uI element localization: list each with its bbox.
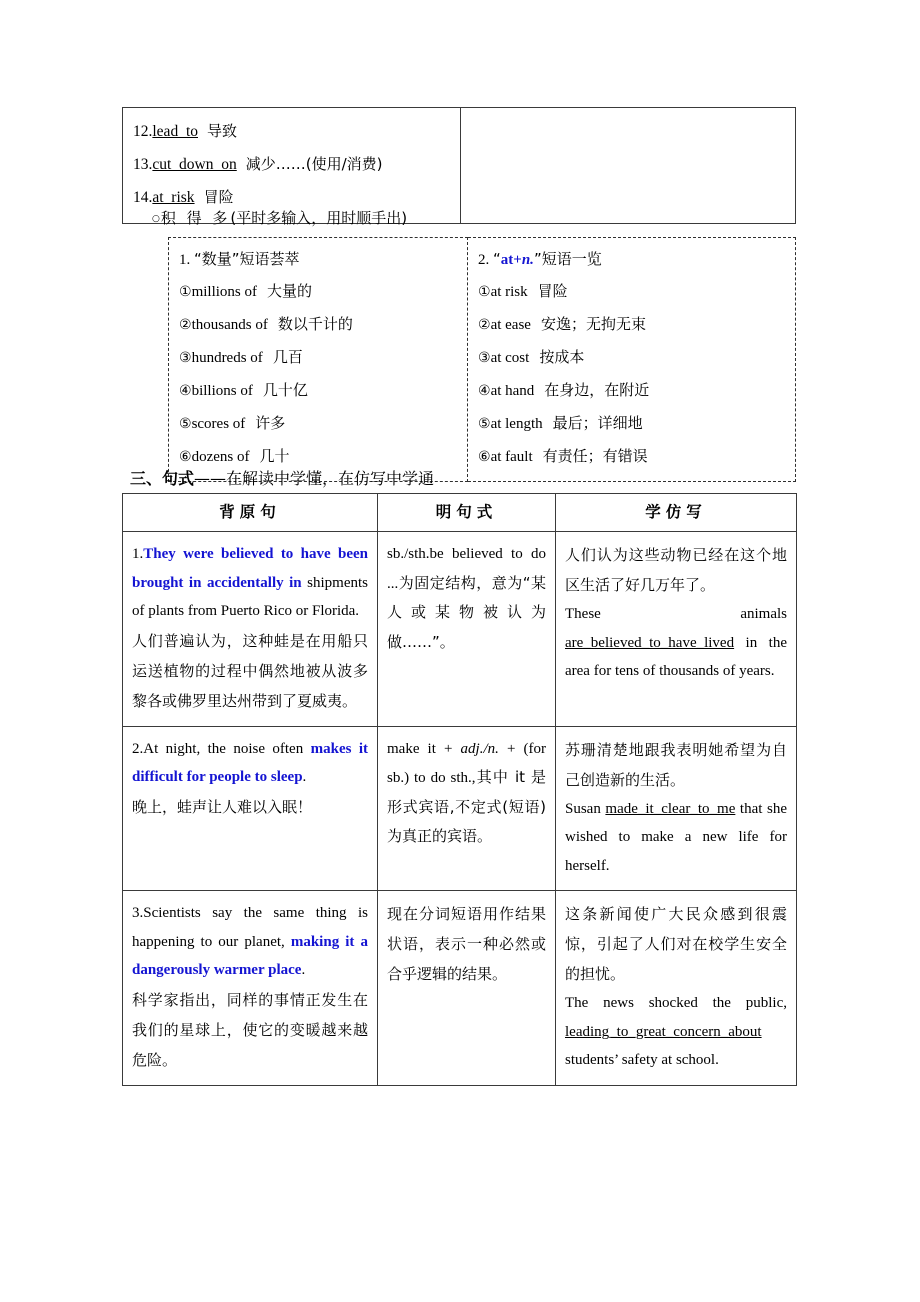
at-phrase-box bbox=[468, 237, 796, 482]
column-header-pattern: 明句式 bbox=[378, 494, 556, 532]
phrase-summary-boxes bbox=[168, 237, 796, 482]
original-sentence-3 bbox=[132, 899, 368, 985]
imitation-answer-3 bbox=[565, 989, 787, 1075]
section-heading-tail: 在解读中学懂，在仿写中学通 bbox=[226, 469, 435, 488]
imitation-prompt-1: 人们认为这些动物已经在这个地区生活了好几万年了。 bbox=[565, 546, 787, 594]
item-chinese: 几十 bbox=[259, 447, 290, 465]
column-header-original: 背原句 bbox=[123, 494, 378, 532]
answer-pre: The news shocked the public, bbox=[565, 995, 787, 1011]
cell-pattern-1 bbox=[378, 532, 556, 727]
quote-close: ” bbox=[533, 250, 542, 268]
pattern-plus-2: + bbox=[506, 740, 516, 757]
answer-key: leading_to_great_concern_about bbox=[565, 1023, 762, 1040]
sentence-index: 2. bbox=[132, 740, 144, 757]
list-item bbox=[179, 341, 459, 374]
pattern-formula-2 bbox=[387, 735, 546, 852]
highlighted-clause: making it a dangerously warmer place bbox=[132, 933, 368, 978]
sentence-post: . bbox=[302, 769, 307, 785]
pattern-tail: (for sb.) to do sth., bbox=[387, 740, 546, 786]
item-number: ⑤ bbox=[179, 416, 192, 432]
cell-pattern-2 bbox=[378, 726, 556, 891]
sentence-pre: At night, the noise often bbox=[143, 740, 311, 757]
item-english: dozens of bbox=[191, 449, 250, 465]
item-number: ⑥ bbox=[179, 449, 192, 465]
imitation-answer-1 bbox=[565, 600, 787, 686]
item-number: ⑤ bbox=[478, 416, 491, 432]
highlighted-clause: makes it difficult for people to sleep bbox=[132, 740, 368, 785]
imitation-answer-2 bbox=[565, 795, 787, 881]
ring-bullet-icon: ○ bbox=[152, 214, 160, 224]
accumulate-heading-label: 积 得 多 bbox=[160, 209, 231, 227]
original-translation-2: 晚上，蛙声让人难以入眠！ bbox=[132, 797, 313, 816]
table-row bbox=[133, 148, 450, 181]
item-english: thousands of bbox=[191, 317, 268, 333]
highlighted-clause: They were believed to have been brought in accidentally in bbox=[132, 546, 368, 591]
list-item bbox=[179, 275, 459, 308]
pattern-formula-1 bbox=[387, 540, 546, 657]
phrase-chinese: 冒险 bbox=[203, 188, 234, 206]
sentence-pre: Scientists say the same thing is happening to our planet, bbox=[132, 905, 368, 950]
pattern-plus-1: + bbox=[443, 740, 453, 757]
table-row bbox=[123, 532, 797, 727]
quantity-phrase-box bbox=[168, 237, 468, 482]
answer-post: that she wished to make a new life for herself. bbox=[565, 800, 787, 874]
imitation-prompt-3: 这条新闻使广大民众感到很震惊，引起了人们对在校学生安全的担忧。 bbox=[565, 905, 787, 983]
item-english: at length bbox=[490, 416, 543, 432]
item-english: billions of bbox=[191, 383, 253, 399]
list-item bbox=[478, 407, 787, 440]
cell-imitation-1 bbox=[556, 532, 797, 727]
cell-pattern-3 bbox=[378, 891, 556, 1086]
cell-imitation-2 bbox=[556, 726, 797, 891]
item-chinese: 最后；详细地 bbox=[552, 414, 643, 432]
item-english: at fault bbox=[490, 449, 533, 465]
answer-post: students’ safety at school. bbox=[565, 1052, 719, 1068]
item-english: millions of bbox=[191, 284, 257, 300]
phrase-english: cut_down_on bbox=[152, 156, 237, 173]
list-item bbox=[179, 407, 459, 440]
item-number: ③ bbox=[478, 350, 491, 366]
sentence-rest: shipments of plants from Puerto Rico or Florida. bbox=[132, 574, 368, 619]
box-title-text: 短语一览 bbox=[541, 250, 602, 268]
phrase-table-right-column bbox=[461, 108, 795, 223]
cell-original-1 bbox=[123, 532, 378, 727]
cell-imitation-3 bbox=[556, 891, 797, 1086]
table-row bbox=[123, 891, 797, 1086]
cell-original-3 bbox=[123, 891, 378, 1086]
item-chinese: 许多 bbox=[255, 414, 286, 432]
table-header-row bbox=[123, 494, 797, 532]
accent-at: at bbox=[500, 252, 514, 268]
phrase-chinese: 减少……(使用/消费) bbox=[245, 155, 383, 173]
item-chinese: 几百 bbox=[272, 348, 303, 366]
answer-pre: These animals bbox=[565, 606, 787, 622]
list-item bbox=[478, 374, 787, 407]
item-english: scores of bbox=[191, 416, 246, 432]
section-heading-dash: —— bbox=[194, 469, 227, 488]
item-chinese: 有责任；有错误 bbox=[542, 447, 648, 465]
item-number: ② bbox=[179, 317, 192, 333]
phrase-index: 12. bbox=[133, 123, 153, 140]
item-english: at hand bbox=[490, 383, 535, 399]
sentence-index: 3. bbox=[132, 905, 144, 921]
list-item bbox=[179, 374, 459, 407]
item-english: at ease bbox=[490, 317, 531, 333]
item-chinese: 大量的 bbox=[266, 282, 312, 300]
section-heading bbox=[130, 466, 434, 489]
original-translation-1: 人们普遍认为，这种蛙是在用船只运送植物的过程中偶然地被从波多黎各或佛罗里达州带到了夏威夷。 bbox=[132, 631, 368, 710]
box-title-prefix: 2. bbox=[478, 252, 493, 268]
phrase-table-left-column bbox=[123, 108, 461, 223]
accent-noun: n. bbox=[521, 252, 534, 268]
pattern-explanation: 其中 it 是形式宾语,不定式(短语)为真正的宾语。 bbox=[387, 768, 546, 845]
original-sentence-1 bbox=[132, 540, 368, 626]
item-english: at risk bbox=[490, 284, 528, 300]
item-number: ③ bbox=[179, 350, 192, 366]
item-chinese: 几十亿 bbox=[262, 381, 308, 399]
phrase-chinese: 导致 bbox=[207, 122, 238, 140]
box-title-text: “数量”短语荟萃 bbox=[194, 250, 300, 268]
item-english: at cost bbox=[490, 350, 530, 366]
quote-open: “ bbox=[493, 250, 501, 268]
item-english: hundreds of bbox=[191, 350, 263, 366]
original-sentence-2 bbox=[132, 735, 368, 792]
item-chinese: 冒险 bbox=[537, 282, 568, 300]
item-number: ① bbox=[179, 284, 192, 300]
list-item bbox=[478, 341, 787, 374]
table-row bbox=[133, 115, 450, 148]
item-number: ⑥ bbox=[478, 449, 491, 465]
pattern-structure: sb./sth.be believed to do ... bbox=[387, 546, 546, 592]
item-chinese: 安逸；无拘无束 bbox=[540, 315, 646, 333]
accumulate-heading bbox=[152, 207, 407, 228]
phrase-index: 14. bbox=[133, 189, 153, 206]
list-item bbox=[179, 308, 459, 341]
accent-plus: + bbox=[513, 252, 522, 268]
phrase-english: at_risk bbox=[152, 189, 195, 206]
sentence-index: 1. bbox=[132, 546, 144, 562]
answer-post: in the area for tens of thousands of years. bbox=[565, 634, 787, 679]
section-heading-main: 三、句式 bbox=[130, 469, 195, 488]
cell-original-2 bbox=[123, 726, 378, 891]
item-number: ① bbox=[478, 284, 491, 300]
box-title-prefix: 1. bbox=[179, 252, 194, 268]
item-number: ④ bbox=[179, 383, 192, 399]
phrase-english: lead_to bbox=[152, 123, 198, 140]
box-title bbox=[179, 244, 459, 275]
phrase-index: 13. bbox=[133, 156, 153, 173]
sentence-pattern-table bbox=[122, 493, 797, 1086]
pattern-explanation-3: 现在分词短语用作结果状语，表示一种必然或合乎逻辑的结果。 bbox=[387, 905, 546, 983]
table-row bbox=[123, 726, 797, 891]
pattern-make: make it bbox=[387, 740, 436, 757]
item-number: ④ bbox=[478, 383, 491, 399]
item-chinese: 数以千计的 bbox=[277, 315, 353, 333]
pattern-adj-n: adj./n. bbox=[460, 740, 499, 757]
list-item bbox=[478, 275, 787, 308]
list-item bbox=[478, 440, 787, 473]
answer-key: are_believed_to_have_lived bbox=[565, 634, 735, 651]
list-item bbox=[478, 308, 787, 341]
item-number: ② bbox=[478, 317, 491, 333]
item-chinese: 按成本 bbox=[539, 348, 585, 366]
column-header-imitation: 学仿写 bbox=[556, 494, 797, 532]
item-chinese: 在身边，在附近 bbox=[544, 381, 650, 399]
pattern-explanation: 为固定结构，意为“某人或某物被认为做……”。 bbox=[387, 573, 546, 651]
imitation-prompt-2: 苏珊清楚地跟我表明她希望为自己创造新的生活。 bbox=[565, 740, 787, 789]
answer-key: made_it_clear_to_me bbox=[605, 800, 736, 817]
answer-pre: Susan bbox=[565, 800, 606, 817]
original-translation-3: 科学家指出，同样的事情正发生在我们的星球上，使它的变暖越来越危险。 bbox=[132, 990, 368, 1069]
sentence-post: . bbox=[301, 962, 306, 978]
box-title bbox=[478, 244, 787, 275]
accumulate-heading-note: (平时多输入，用时顺手出) bbox=[230, 209, 408, 227]
